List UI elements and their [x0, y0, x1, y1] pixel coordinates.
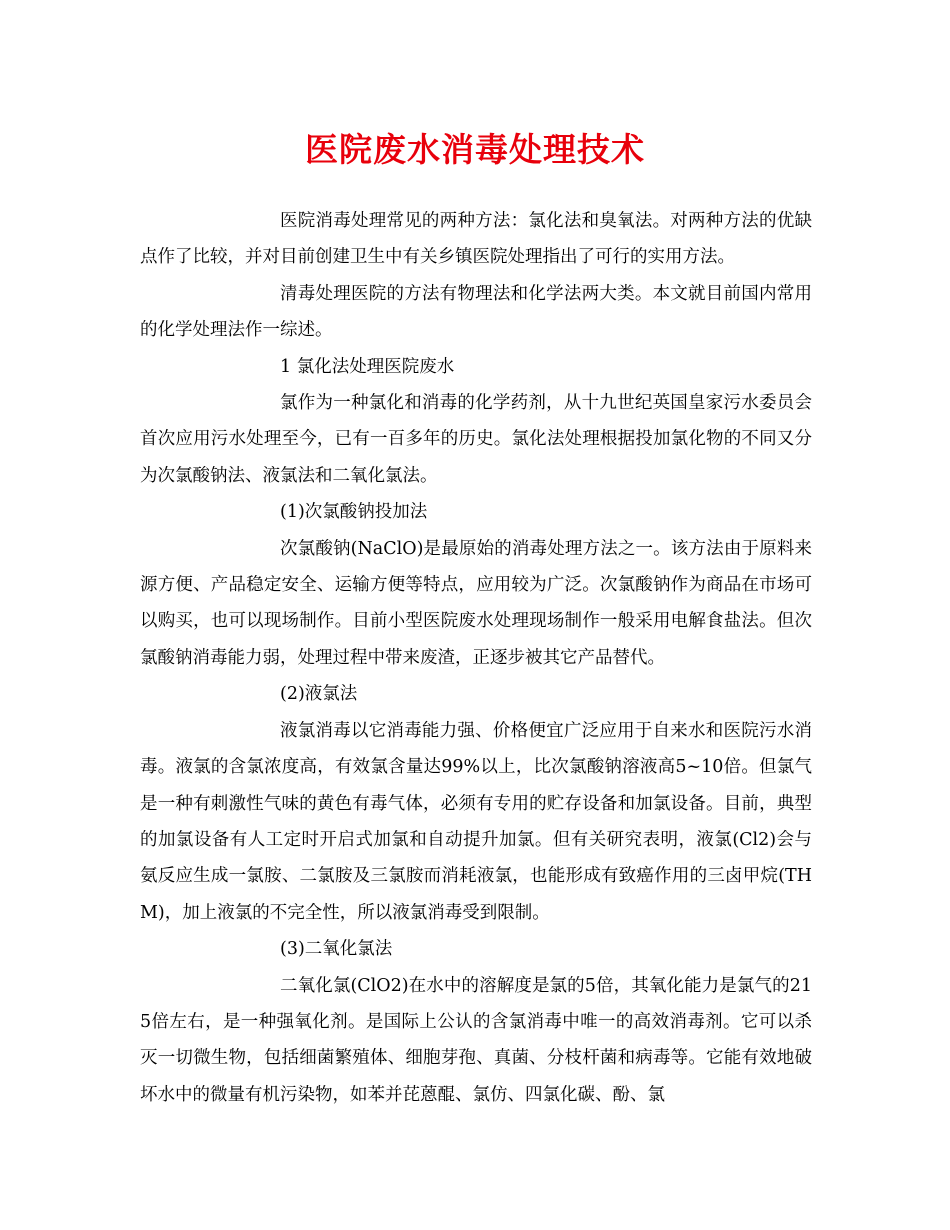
paragraph-liquid-chlorine: 液氯消毒以它消毒能力强、价格便宜广泛应用于自来水和医院污水消毒。液氯的含氯浓度高，有效氯含量达99%以上，比次氯酸钠溶液高5~10倍。但氯气是一种有刺激性气味的黄色有毒气体，必须有专用的贮存设备和加氯设备。目前，典型的加氯设备有人工定时开启式加氯和自动提升加氯。但有关研究表明，液氯(Cl2)会与氨反应生成一氯胺、二氯胺及三氯胺而消耗液氯，也能形成有致癌作用的三卤甲烷(THM)，加上液氯的不完全性，所以液氯消毒受到限制。: [140, 720, 812, 923]
subheading-liquid-chlorine: (2)液氯法: [280, 684, 358, 705]
paragraph-intro-summary: 医院消毒处理常见的两种方法：氯化法和臭氧法。对两种方法的优缺点作了比较，并对目前创建卫生中有关乡镇医院处理指出了可行的实用方法。: [140, 211, 812, 268]
paragraph-intro-methods: 清毒处理医院的方法有物理法和化学法两大类。本文就目前国内常用的化学处理法作一综述。: [140, 283, 812, 341]
paragraph-chlorine-dioxide: 二氧化氯(ClO2)在水中的溶解度是氯的5倍，其氧化能力是氯气的215倍左右，是一种强氧化剂。是国际上公认的含氯消毒中唯一的高效消毒剂。它可以杀灭一切微生物，包括细菌繁殖体、细胞芽孢、真菌、分枝杆菌和病毒等。它能有效地破坏水中的微量有机污染物，如苯并芘蒽醌、氯仿、四氯化碳、酚、氯: [140, 975, 812, 1105]
section-heading-chlorination: 1 氯化法处理医院废水: [280, 356, 455, 377]
paragraph-chlorination-overview: 氯作为一种氯化和消毒的化学药剂，从十九世纪英国皇家污水委员会首次应用污水处理至今，已有一百多年的历史。氯化法处理根据投加氯化物的不同又分为次氯酸钠法、液氯法和二氧化氯法。: [140, 393, 812, 486]
document-title: 医院废水消毒处理技术: [305, 130, 645, 169]
subheading-chlorine-dioxide: (3)二氧化氯法: [280, 939, 393, 960]
document-body: [140, 203, 812, 1113]
subheading-sodium-hypochlorite: (1)次氯酸钠投加法: [280, 502, 428, 523]
paragraph-sodium-hypochlorite: 次氯酸钠(NaClO)是最原始的消毒处理方法之一。该方法由于原料来源方便、产品稳定安全、运输方便等特点，应用较为广泛。次氯酸钠作为商品在市场可以购买，也可以现场制作。目前小型医院废水处理现场制作一般采用电解食盐法。但次氯酸钠消毒能力弱，处理过程中带来废渣，正逐步被其它产品替代。: [140, 538, 812, 668]
